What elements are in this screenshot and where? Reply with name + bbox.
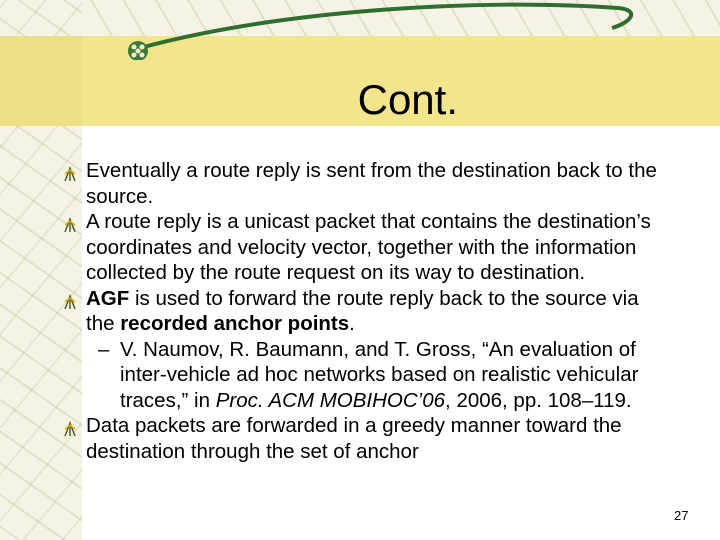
reference-segment: V. Naumov, R. Baumann, and T. Gross, “An evaluation of inter-vehicle ad hoc networks based on realistic vehicular traces,” in — [120, 337, 639, 412]
page-number: 27 — [674, 508, 689, 523]
reference-segment: , 2006, pp. 108–119. — [445, 388, 632, 412]
palm-bullet-icon — [62, 163, 78, 179]
bullet-item — [62, 413, 672, 464]
slide-title: Cont. — [357, 76, 458, 123]
swoosh-decoration — [0, 0, 720, 60]
text-segment: A route reply is a unicast packet that contains the destination’s coordinates and velocity vector, together with the information collected by the route request on its way to destination. — [86, 210, 651, 284]
bullet-item — [62, 209, 672, 286]
text-segment: recorded anchor points — [120, 312, 350, 335]
palm-bullet-icon — [62, 418, 78, 434]
reference-subitem — [62, 337, 672, 414]
dot-ornament-icon — [128, 41, 148, 60]
reference-segment: Proc. ACM MOBIHOC’06 — [215, 388, 446, 412]
bullet-text — [86, 210, 651, 284]
palm-bullet-icon — [62, 214, 78, 230]
text-segment: Eventually a route reply is sent from the destination back to the source. — [86, 159, 657, 208]
bullet-text — [86, 287, 639, 336]
bullet-text — [86, 414, 622, 463]
text-segment: AGF — [86, 286, 130, 310]
bullet-list — [62, 158, 672, 464]
text-segment: is used to forward the route reply back to the source via the — [86, 286, 639, 335]
text-segment: Data packets are forwarded in a greedy manner toward the destination through the set of anchor — [86, 414, 622, 463]
palm-bullet-icon — [62, 291, 78, 307]
bullet-item — [62, 158, 672, 209]
bullet-text — [86, 159, 657, 208]
text-segment: . — [349, 312, 355, 335]
bullet-item — [62, 286, 672, 337]
sub-bullet-dash: – — [98, 337, 110, 361]
